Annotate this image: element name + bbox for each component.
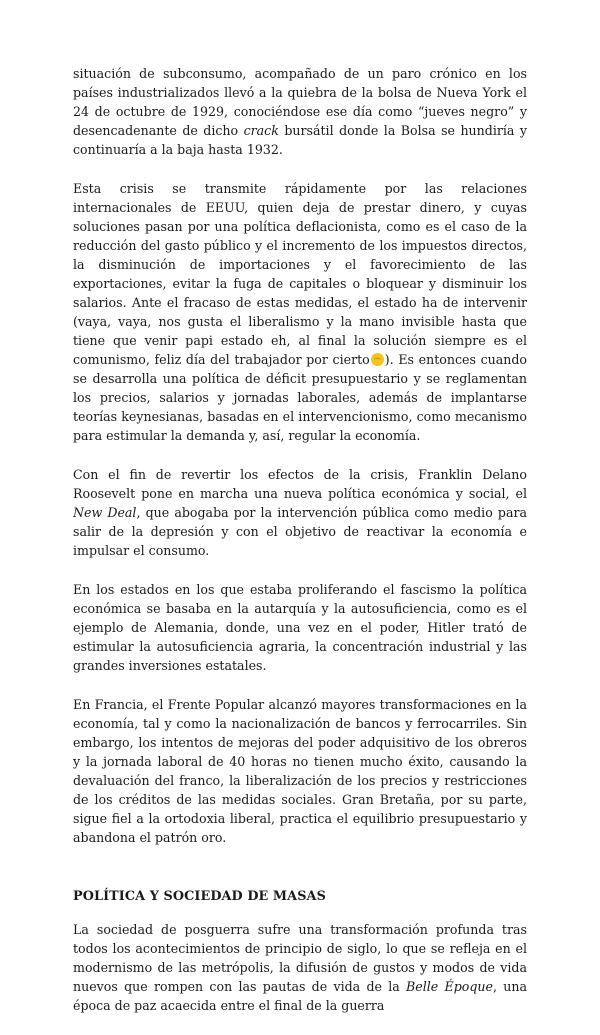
- section-heading: POLÍTICA Y SOCIEDAD DE MASAS: [73, 889, 326, 904]
- paragraph-text: La sociedad de posguerra sufre una transformación profunda tras todos los acontecimientos de principio de siglo, lo que se refleja en el modernismo de las metrópolis, la difusión de gustos y modos de vida nuevos que rompen con las pautas de vida de la: [73, 922, 527, 994]
- raised-fist-emoji-icon: [371, 353, 384, 366]
- emphasis-crack: crack: [243, 123, 279, 138]
- document-body: [73, 64, 527, 1035]
- paragraph-text: , una época de paz acaecida entre el final de la guerra: [73, 979, 527, 1013]
- paragraph-text: ). Es entonces cuando se desarrolla una política de déficit presupuestario y se reglamentan los precios, salarios y jornadas laborales, además de implantarse teorías keynesianas, basadas en el intervencionismo, como mecanismo para estimular la demanda y, así, regular la economía.: [73, 352, 527, 443]
- paragraph-crack-1929: [73, 64, 527, 159]
- paragraph-new-deal: [73, 465, 527, 560]
- paragraph-text: situación de subconsumo, acompañado de un paro crónico en los países industrializados llevó a la quiebra de la bolsa de Nueva York el 24 de octubre de 1929, conociéndose ese día como “jueves negro” y desencadenante de dicho: [73, 66, 527, 138]
- emphasis-belle-epoque: Belle Époque: [406, 979, 493, 994]
- paragraph-text: bursátil donde la Bolsa se hundiría y continuaría a la baja hasta 1932.: [73, 123, 527, 157]
- paragraph-postwar-society: [73, 920, 527, 1015]
- paragraph-crisis-spread: [73, 179, 527, 445]
- paragraph-text: Con el fin de revertir los efectos de la crisis, Franklin Delano Roosevelt pone en marcha una nueva política económica y social, el: [73, 467, 527, 501]
- paragraph-text: Esta crisis se transmite rápidamente por las relaciones internacionales de EEUU, quien deja de prestar dinero, y cuyas soluciones pasan por una política deflacionista, como es el caso de la reducción del gasto público y el incremento de los impuestos directos, la disminución de importaciones y el favorecimiento de las exportaciones, evitar la fuga de capitales o bloquear y disminuir los salarios. Ante el fracaso de estas medidas, el estado ha de intervenir (vaya, vaya, nos gusta el liberalismo y la mano invisible hasta que tiene que venir papi estado eh, al final la solución siempre es el comunismo, feliz día del trabajador por cierto: [73, 181, 527, 367]
- paragraph-fascism-autarky: En los estados en los que estaba proliferando el fascismo la política económica se basaba en la autarquía y la autosuficiencia, como es el ejemplo de Alemania, donde, una vez en el poder, Hitler trató de estimular la autosuficiencia agraria, la concentración industrial y las grandes inversiones estatales.: [73, 582, 527, 673]
- paragraph-text: , que abogaba por la intervención pública como medio para salir de la depresión y con el objetivo de reactivar la economía e impulsar el consumo.: [73, 505, 528, 558]
- emphasis-new-deal: New Deal: [73, 505, 137, 520]
- paragraph-france-britain: En Francia, el Frente Popular alcanzó mayores transformaciones en la economía, tal y como la nacionalización de bancos y ferrocarriles. Sin embargo, los intentos de mejoras del poder adquisitivo de los obreros y la jornada laboral de 40 horas no tienen mucho éxito, causando la devaluación del franco, la liberalización de los precios y restricciones de los créditos de las medidas sociales. Gran Bretaña, por su parte, sigue fiel a la ortodoxia liberal, practica el equilibrio presupuestario y abandona el patrón oro.: [73, 697, 527, 845]
